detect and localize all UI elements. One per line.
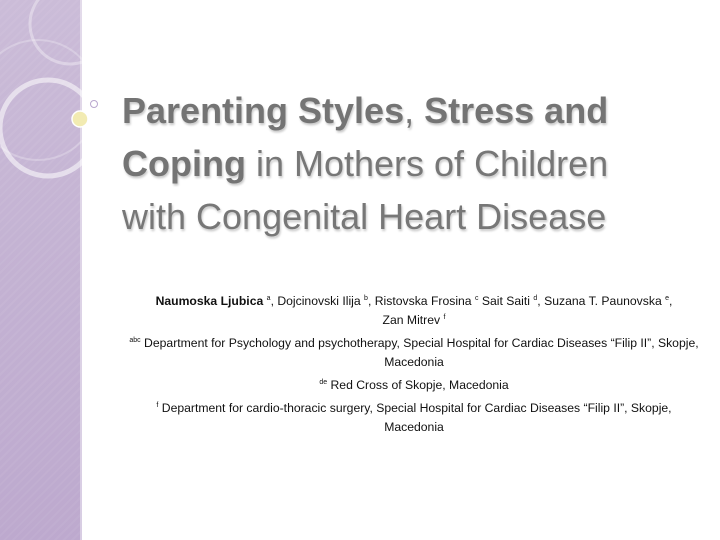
affiliation-text: Red Cross of Skopje, Macedonia <box>327 378 509 392</box>
affiliation-sup: f <box>156 402 159 409</box>
author-sup: a <box>266 295 271 302</box>
title-separator: , <box>404 90 425 131</box>
ring-large <box>0 80 96 176</box>
slide-title <box>122 84 702 243</box>
author-sup: d <box>533 295 538 302</box>
title-part-5: with Congenital Heart Disease <box>122 196 607 237</box>
author-name: Suzana T. Paunovska <box>544 294 662 308</box>
affiliation-line <box>128 334 700 372</box>
affiliation-text: Department for cardio-thoracic surgery, Special Hospital for Cardiac Diseases “Filip II”, Skopje, Macedonia <box>158 401 672 434</box>
title-part-1: Parenting Styles <box>122 90 405 131</box>
affiliation-sup: abc <box>129 337 141 344</box>
author-block <box>128 292 700 441</box>
affiliation-text: Department for Psychology and psychotherapy, Special Hospital for Cardiac Diseases “Filip II”, Skopje, Macedonia <box>140 336 699 369</box>
affiliation-sup: de <box>319 379 328 386</box>
author-sup: f <box>443 314 446 321</box>
decorative-rings <box>0 0 140 540</box>
author-sup: e <box>665 295 670 302</box>
author-sep: , <box>367 294 375 308</box>
author-line <box>128 292 700 330</box>
author-sep: , <box>270 294 278 308</box>
author-sup: b <box>364 295 368 302</box>
affiliation-line <box>128 399 700 437</box>
author-name: Sait Saiti <box>481 294 530 308</box>
title-part-2: Stress and <box>424 90 609 131</box>
author-name: Naumoska Ljubica <box>155 294 264 308</box>
author-sep: , <box>537 294 545 308</box>
author-name: Ristovska Frosina <box>374 294 472 308</box>
author-sup: c <box>474 295 479 302</box>
dot-yellow <box>72 111 88 127</box>
title-part-3: Coping <box>122 143 246 184</box>
author-name: Dojcinovski Ilija <box>277 294 361 308</box>
author-name: Zan Mitrev <box>382 313 441 327</box>
author-sep: , <box>669 294 673 308</box>
ring-top <box>30 0 110 64</box>
title-part-4: in Mothers of Children <box>245 143 609 184</box>
affiliation-line <box>128 376 700 395</box>
